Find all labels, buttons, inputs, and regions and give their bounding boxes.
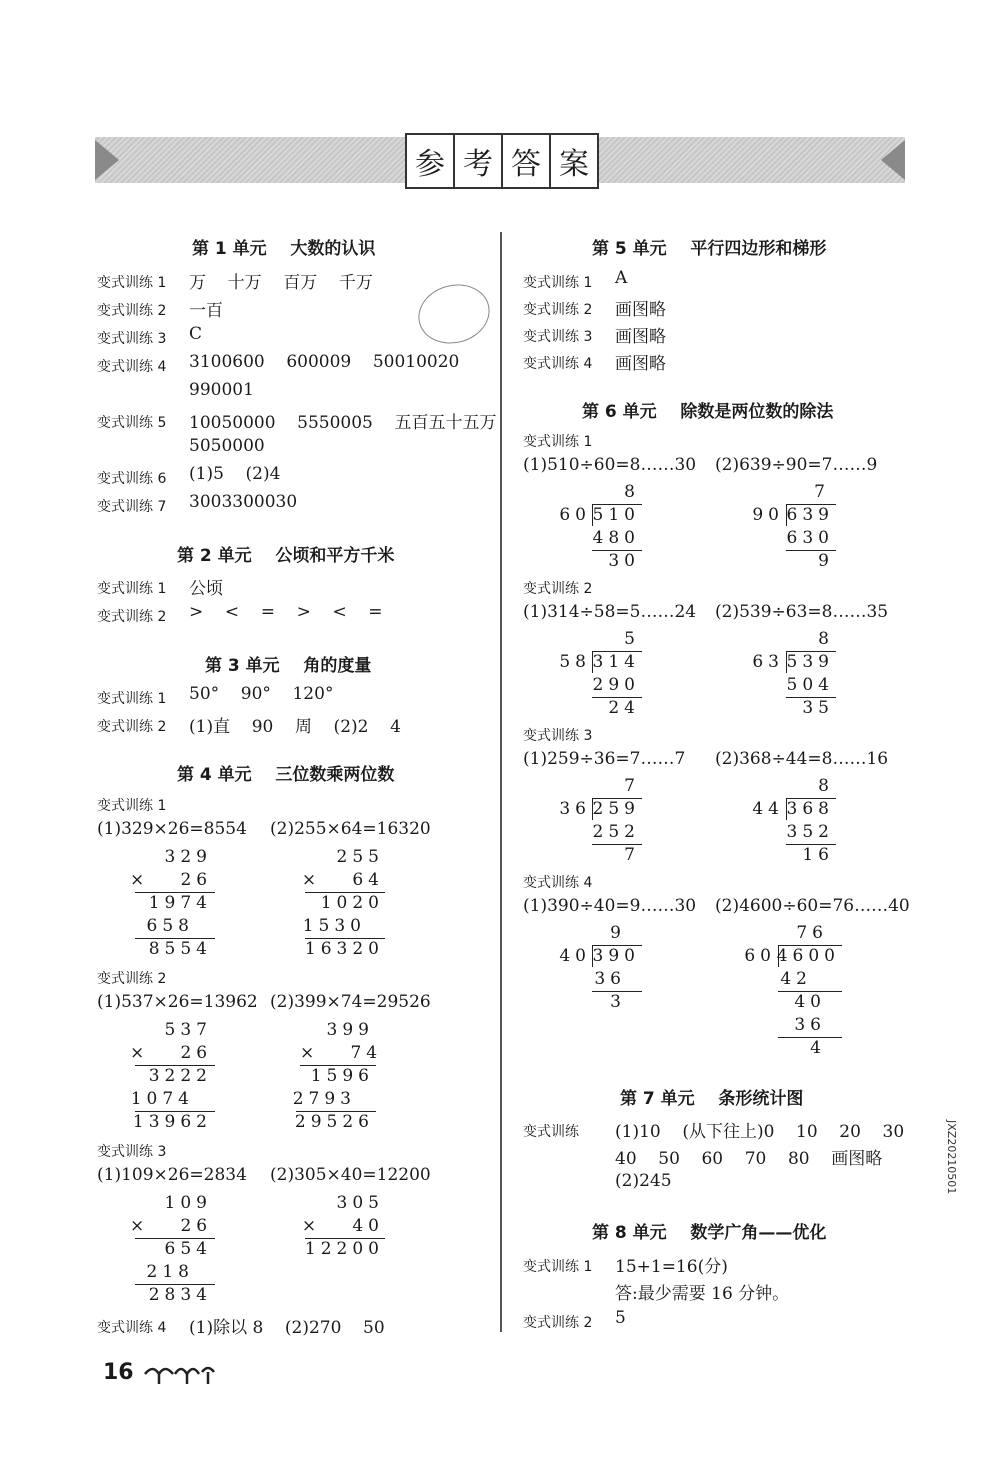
dividend: 539 bbox=[786, 652, 834, 672]
calc-line: 218 bbox=[146, 1262, 194, 1282]
calc-line: × 64 bbox=[301, 870, 384, 890]
unit-1-title: 第 1 单元 大数的认识 bbox=[192, 239, 376, 259]
answer: > < = > < = bbox=[189, 602, 383, 622]
calc-line: 329 bbox=[164, 847, 212, 867]
calc-line: 1596 bbox=[310, 1066, 374, 1086]
quotient: 7 bbox=[814, 482, 830, 502]
divisor: 63 bbox=[752, 652, 784, 672]
calc-line: 537 bbox=[164, 1020, 212, 1040]
equation: (2)399×74=29526 bbox=[270, 992, 431, 1012]
banner-right-arrow-icon bbox=[881, 140, 905, 180]
equation: (2)4600÷60=76……40 bbox=[715, 896, 910, 916]
page-title bbox=[405, 133, 599, 189]
answer: 15+1=16(分) bbox=[615, 1257, 728, 1277]
exercise-label: 变式训练 1 bbox=[523, 275, 593, 291]
calc-line: 630 bbox=[786, 528, 834, 548]
title-char: 考 bbox=[455, 135, 503, 187]
answer: 万 十万 百万 千万 bbox=[189, 273, 373, 293]
calc-line: 1974 bbox=[148, 893, 212, 913]
answer: (1)10 (从下往上)0 10 20 30 bbox=[615, 1122, 905, 1142]
answer: (1)除以 8 (2)270 50 bbox=[189, 1318, 385, 1338]
exercise-label: 变式训练 4 bbox=[97, 1320, 167, 1336]
calc-line: 36 bbox=[594, 969, 626, 989]
equation: (2)368÷44=8……16 bbox=[715, 749, 889, 769]
calc-line: × 26 bbox=[130, 870, 213, 890]
exercise-label: 变式训练 4 bbox=[523, 875, 593, 891]
quotient: 8 bbox=[818, 629, 834, 649]
answer: C bbox=[189, 324, 203, 344]
exercise-label: 变式训练 2 bbox=[523, 302, 593, 318]
calc-line: 36 bbox=[794, 1015, 826, 1035]
exercise-label: 变式训练 2 bbox=[523, 581, 593, 597]
answer: 10050000 5550005 五百五十五万 bbox=[189, 413, 497, 433]
calc-line: × 26 bbox=[130, 1043, 213, 1063]
answer: 5050000 bbox=[189, 436, 265, 456]
answer: 画图略 bbox=[615, 300, 666, 320]
remainder: 4 bbox=[810, 1038, 826, 1058]
remainder: 30 bbox=[608, 551, 640, 571]
calc-line: 290 bbox=[592, 675, 640, 695]
calc-line: × 74 bbox=[300, 1043, 383, 1063]
quotient: 8 bbox=[624, 482, 640, 502]
quotient: 9 bbox=[610, 923, 626, 943]
calc-line: 658 bbox=[146, 916, 194, 936]
calc-line: 2834 bbox=[148, 1285, 212, 1305]
exercise-label: 变式训练 1 bbox=[523, 434, 593, 450]
exercise-label: 变式训练 1 bbox=[97, 798, 167, 814]
dividend: 4600 bbox=[776, 946, 840, 966]
equation: (1)537×26=13962 bbox=[97, 992, 258, 1012]
dividend: 510 bbox=[592, 505, 640, 525]
equation: (1)314÷58=5……24 bbox=[523, 602, 697, 622]
exercise-label: 变式训练 1 bbox=[97, 275, 167, 291]
page-number: 16 bbox=[103, 1360, 134, 1385]
calc-line: 8554 bbox=[148, 939, 212, 959]
calc-line: × 26 bbox=[130, 1216, 213, 1236]
exercise-label: 变式训练 2 bbox=[97, 719, 167, 735]
calc-line: 3222 bbox=[148, 1066, 212, 1086]
exercise-label: 变式训练 2 bbox=[97, 303, 167, 319]
equation: (2)539÷63=8……35 bbox=[715, 602, 889, 622]
answer: 画图略 bbox=[615, 354, 666, 374]
calc-line: 504 bbox=[786, 675, 834, 695]
answer: 3100600 600009 50010020 bbox=[189, 352, 460, 372]
exercise-label: 变式训练 7 bbox=[97, 499, 167, 515]
unit-2-title: 第 2 单元 公顷和平方千米 bbox=[177, 546, 395, 566]
equation: (1)109×26=2834 bbox=[97, 1165, 247, 1185]
exercise-label: 变式训练 2 bbox=[523, 1315, 593, 1331]
banner-left-arrow-icon bbox=[95, 140, 119, 180]
remainder: 24 bbox=[608, 698, 640, 718]
calc-line: 305 bbox=[336, 1193, 384, 1213]
answer: 50° 90° 120° bbox=[189, 684, 334, 704]
remainder: 3 bbox=[610, 992, 626, 1012]
dividend: 259 bbox=[592, 799, 640, 819]
column-divider bbox=[500, 232, 502, 1332]
calc-line: 109 bbox=[164, 1193, 212, 1213]
calc-line: 16320 bbox=[304, 939, 384, 959]
answer: A bbox=[615, 268, 628, 288]
answer: (2)245 bbox=[615, 1171, 672, 1191]
stamp-seal bbox=[412, 277, 497, 352]
unit-8-title: 第 8 单元 数学广角——优化 bbox=[592, 1223, 827, 1243]
unit-3-title: 第 3 单元 角的度量 bbox=[205, 656, 372, 676]
calc-line: 40 bbox=[794, 992, 826, 1012]
equation: (1)510÷60=8……30 bbox=[523, 455, 697, 475]
remainder: 7 bbox=[624, 845, 640, 865]
exercise-label: 变式训练 6 bbox=[97, 471, 167, 487]
dividend: 639 bbox=[786, 505, 834, 525]
answer: 一百 bbox=[189, 301, 223, 321]
calc-line: × 40 bbox=[301, 1216, 384, 1236]
unit-5-title: 第 5 单元 平行四边形和梯形 bbox=[592, 239, 827, 259]
equation: (2)639÷90=7……9 bbox=[715, 455, 878, 475]
calc-line: 654 bbox=[164, 1239, 212, 1259]
title-char: 参 bbox=[407, 135, 455, 187]
dividend: 314 bbox=[592, 652, 640, 672]
calc-line: 29526 bbox=[294, 1112, 374, 1132]
answer: 公顷 bbox=[189, 579, 223, 599]
unit-7-title: 第 7 单元 条形统计图 bbox=[620, 1089, 804, 1109]
answer: (1)直 90 周 (2)2 4 bbox=[189, 717, 401, 737]
answer: 5 bbox=[615, 1308, 626, 1328]
title-char: 答 bbox=[503, 135, 551, 187]
exercise-label: 变式训练 4 bbox=[97, 359, 167, 375]
calc-line: 1530 bbox=[302, 916, 366, 936]
exercise-label: 变式训练 1 bbox=[97, 691, 167, 707]
unit-6-title: 第 6 单元 除数是两位数的除法 bbox=[582, 402, 834, 422]
dividend: 390 bbox=[592, 946, 640, 966]
exercise-label: 变式训练 3 bbox=[523, 728, 593, 744]
quotient: 76 bbox=[796, 923, 828, 943]
answer: 3003300030 bbox=[189, 492, 298, 512]
exercise-label: 变式训练 1 bbox=[97, 581, 167, 597]
equation: (1)329×26=8554 bbox=[97, 819, 247, 839]
exercise-label: 变式训练 3 bbox=[97, 331, 167, 347]
exercise-label: 变式训练 2 bbox=[97, 609, 167, 625]
answer: (1)5 (2)4 bbox=[189, 464, 281, 484]
remainder: 9 bbox=[818, 551, 834, 571]
calc-line: 399 bbox=[326, 1020, 374, 1040]
calc-line: 42 bbox=[780, 969, 812, 989]
divisor: 40 bbox=[559, 946, 591, 966]
exercise-label: 变式训练 5 bbox=[97, 415, 167, 431]
answer: 40 50 60 70 80 画图略 bbox=[615, 1149, 883, 1169]
divisor: 36 bbox=[559, 799, 591, 819]
title-char: 案 bbox=[559, 147, 589, 182]
calc-line: 12200 bbox=[304, 1239, 384, 1259]
sprout-decoration-icon bbox=[140, 1362, 220, 1386]
exercise-label: 变式训练 4 bbox=[523, 356, 593, 372]
quotient: 8 bbox=[818, 776, 834, 796]
equation: (1)259÷36=7……7 bbox=[523, 749, 686, 769]
exercise-label: 变式训练 3 bbox=[523, 329, 593, 345]
calc-line: 255 bbox=[336, 847, 384, 867]
quotient: 7 bbox=[624, 776, 640, 796]
quotient: 5 bbox=[624, 629, 640, 649]
divisor: 60 bbox=[559, 505, 591, 525]
equation: (2)305×40=12200 bbox=[270, 1165, 431, 1185]
calc-line: 352 bbox=[786, 822, 834, 842]
divisor: 60 bbox=[744, 946, 776, 966]
answer: 画图略 bbox=[615, 327, 666, 347]
divisor: 58 bbox=[559, 652, 591, 672]
remainder: 35 bbox=[802, 698, 834, 718]
calc-line: 2793 bbox=[292, 1089, 356, 1109]
calc-line: 13962 bbox=[132, 1112, 212, 1132]
equation: (2)255×64=16320 bbox=[270, 819, 431, 839]
answer: 990001 bbox=[189, 380, 254, 400]
divisor: 44 bbox=[752, 799, 784, 819]
exercise-label: 变式训练 2 bbox=[97, 971, 167, 987]
answer: 答:最少需要 16 分钟。 bbox=[615, 1284, 790, 1304]
side-code: JXZ20210501 bbox=[945, 1120, 958, 1195]
equation: (1)390÷40=9……30 bbox=[523, 896, 697, 916]
divisor: 90 bbox=[752, 505, 784, 525]
exercise-label: 变式训练 bbox=[523, 1124, 579, 1140]
calc-line: 252 bbox=[592, 822, 640, 842]
calc-line: 480 bbox=[592, 528, 640, 548]
exercise-label: 变式训练 3 bbox=[97, 1144, 167, 1160]
calc-line: 1074 bbox=[130, 1089, 194, 1109]
unit-4-title: 第 4 单元 三位数乘两位数 bbox=[177, 765, 395, 785]
exercise-label: 变式训练 1 bbox=[523, 1259, 593, 1275]
dividend: 368 bbox=[786, 799, 834, 819]
remainder: 16 bbox=[802, 845, 834, 865]
calc-line: 1020 bbox=[320, 893, 384, 913]
